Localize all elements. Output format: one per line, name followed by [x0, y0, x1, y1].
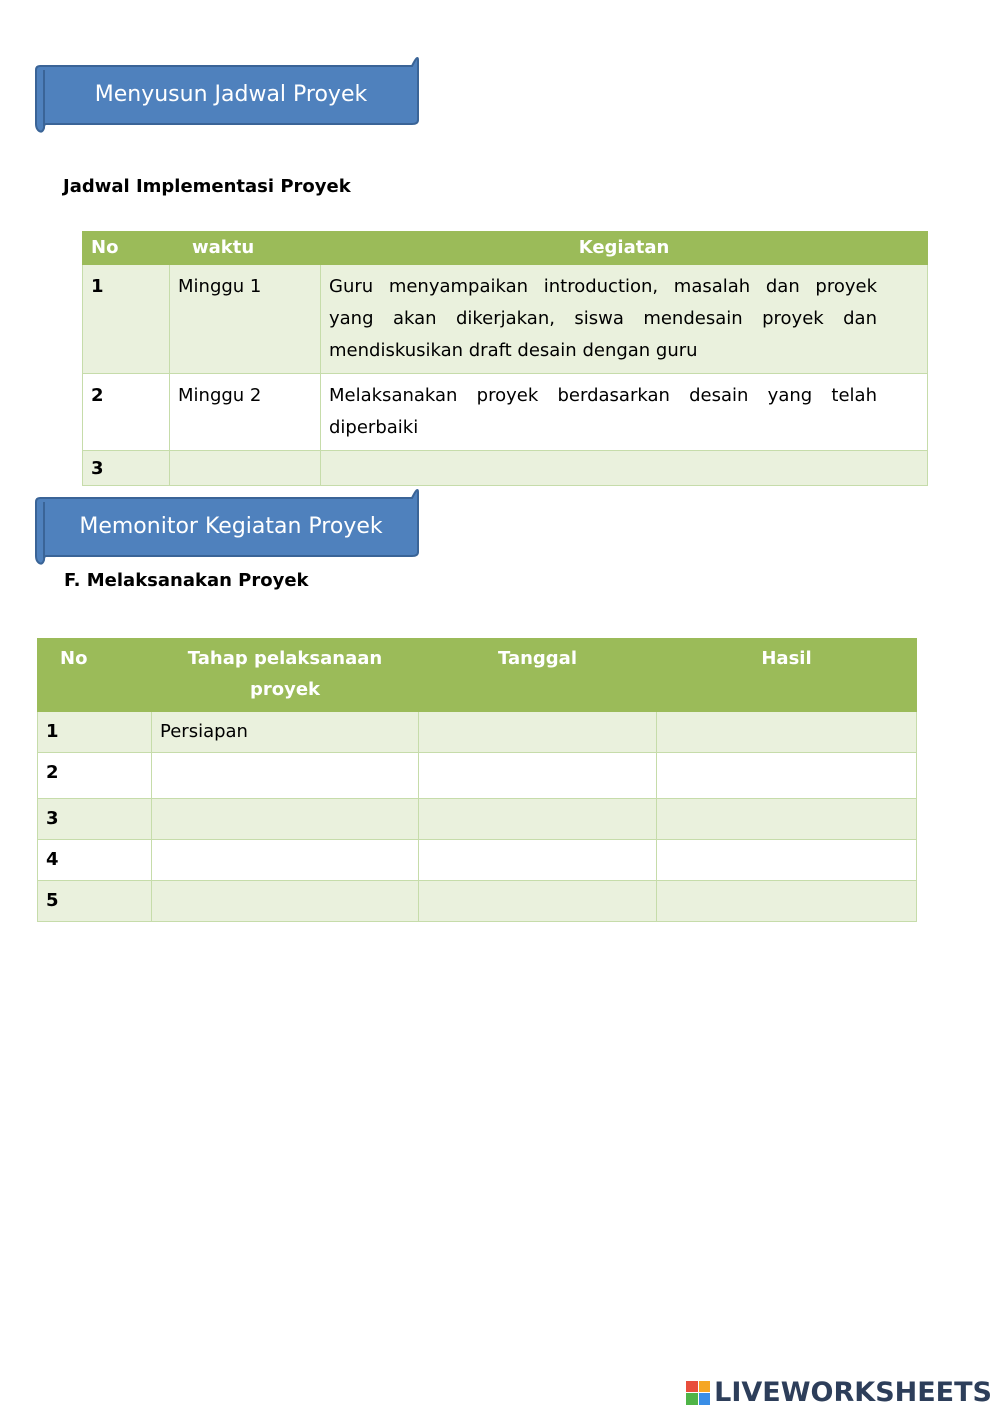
row-no: 5: [38, 881, 152, 922]
brand-name: LIVEWORKSHEETS: [714, 1377, 992, 1408]
table-row: [38, 881, 917, 922]
header-kegiatan: Kegiatan: [321, 232, 928, 265]
section-heading-schedule: Jadwal Implementasi Proyek: [63, 176, 351, 197]
row-no: 4: [38, 840, 152, 881]
row-tahap-input[interactable]: [152, 881, 419, 922]
header-waktu: waktu: [170, 232, 321, 265]
row-tahap: Persiapan: [152, 712, 419, 753]
table-row: [38, 753, 917, 799]
table-row: [38, 799, 917, 840]
table-row: [83, 265, 928, 374]
liveworksheets-logo-icon: [686, 1381, 710, 1405]
row-no: 1: [38, 712, 152, 753]
liveworksheets-brand: [686, 1377, 992, 1408]
row-kegiatan: Melaksanakan proyek berdasarkan desain yang telah diperbaiki: [321, 374, 928, 451]
table-row: [83, 451, 928, 486]
row-tanggal-input[interactable]: [419, 881, 657, 922]
row-hasil-input[interactable]: [657, 881, 917, 922]
header-hasil: Hasil: [657, 639, 917, 712]
row-hasil-input[interactable]: [657, 799, 917, 840]
row-tahap-input[interactable]: [152, 799, 419, 840]
header-tahap: Tahap pelaksanaan proyek: [152, 639, 419, 712]
row-hasil-input[interactable]: [657, 840, 917, 881]
section-banner-schedule: [34, 54, 420, 134]
row-kegiatan: Guru menyampaikan introduction, masalah dan proyek yang akan dikerjakan, siswa mendesain proyek dan mendiskusikan draft desain dengan guru: [321, 265, 928, 374]
section-heading-execution: F. Melaksanakan Proyek: [64, 570, 309, 591]
table-row: [38, 712, 917, 753]
row-tanggal-input[interactable]: [419, 799, 657, 840]
table-header-row: [38, 639, 917, 712]
row-no: 3: [38, 799, 152, 840]
row-waktu: [170, 451, 321, 486]
row-tahap-input[interactable]: [152, 753, 419, 799]
row-waktu: Minggu 2: [170, 374, 321, 451]
row-no: 2: [83, 374, 170, 451]
row-kegiatan: [321, 451, 928, 486]
row-waktu: Minggu 1: [170, 265, 321, 374]
banner-title: Memonitor Kegiatan Proyek: [79, 513, 383, 539]
row-no: 1: [83, 265, 170, 374]
schedule-table: [82, 231, 928, 486]
execution-table: [37, 638, 917, 922]
header-no: No: [38, 639, 152, 712]
row-tahap-input[interactable]: [152, 840, 419, 881]
row-no: 2: [38, 753, 152, 799]
header-no: No: [83, 232, 170, 265]
row-no: 3: [83, 451, 170, 486]
row-hasil-input[interactable]: [657, 753, 917, 799]
row-hasil-input[interactable]: [657, 712, 917, 753]
section-banner-monitor: [34, 486, 420, 566]
header-tanggal: Tanggal: [419, 639, 657, 712]
banner-title: Menyusun Jadwal Proyek: [94, 81, 368, 107]
table-header-row: [83, 232, 928, 265]
row-tanggal-input[interactable]: [419, 712, 657, 753]
table-row: [38, 840, 917, 881]
row-tanggal-input[interactable]: [419, 753, 657, 799]
table-row: [83, 374, 928, 451]
row-tanggal-input[interactable]: [419, 840, 657, 881]
